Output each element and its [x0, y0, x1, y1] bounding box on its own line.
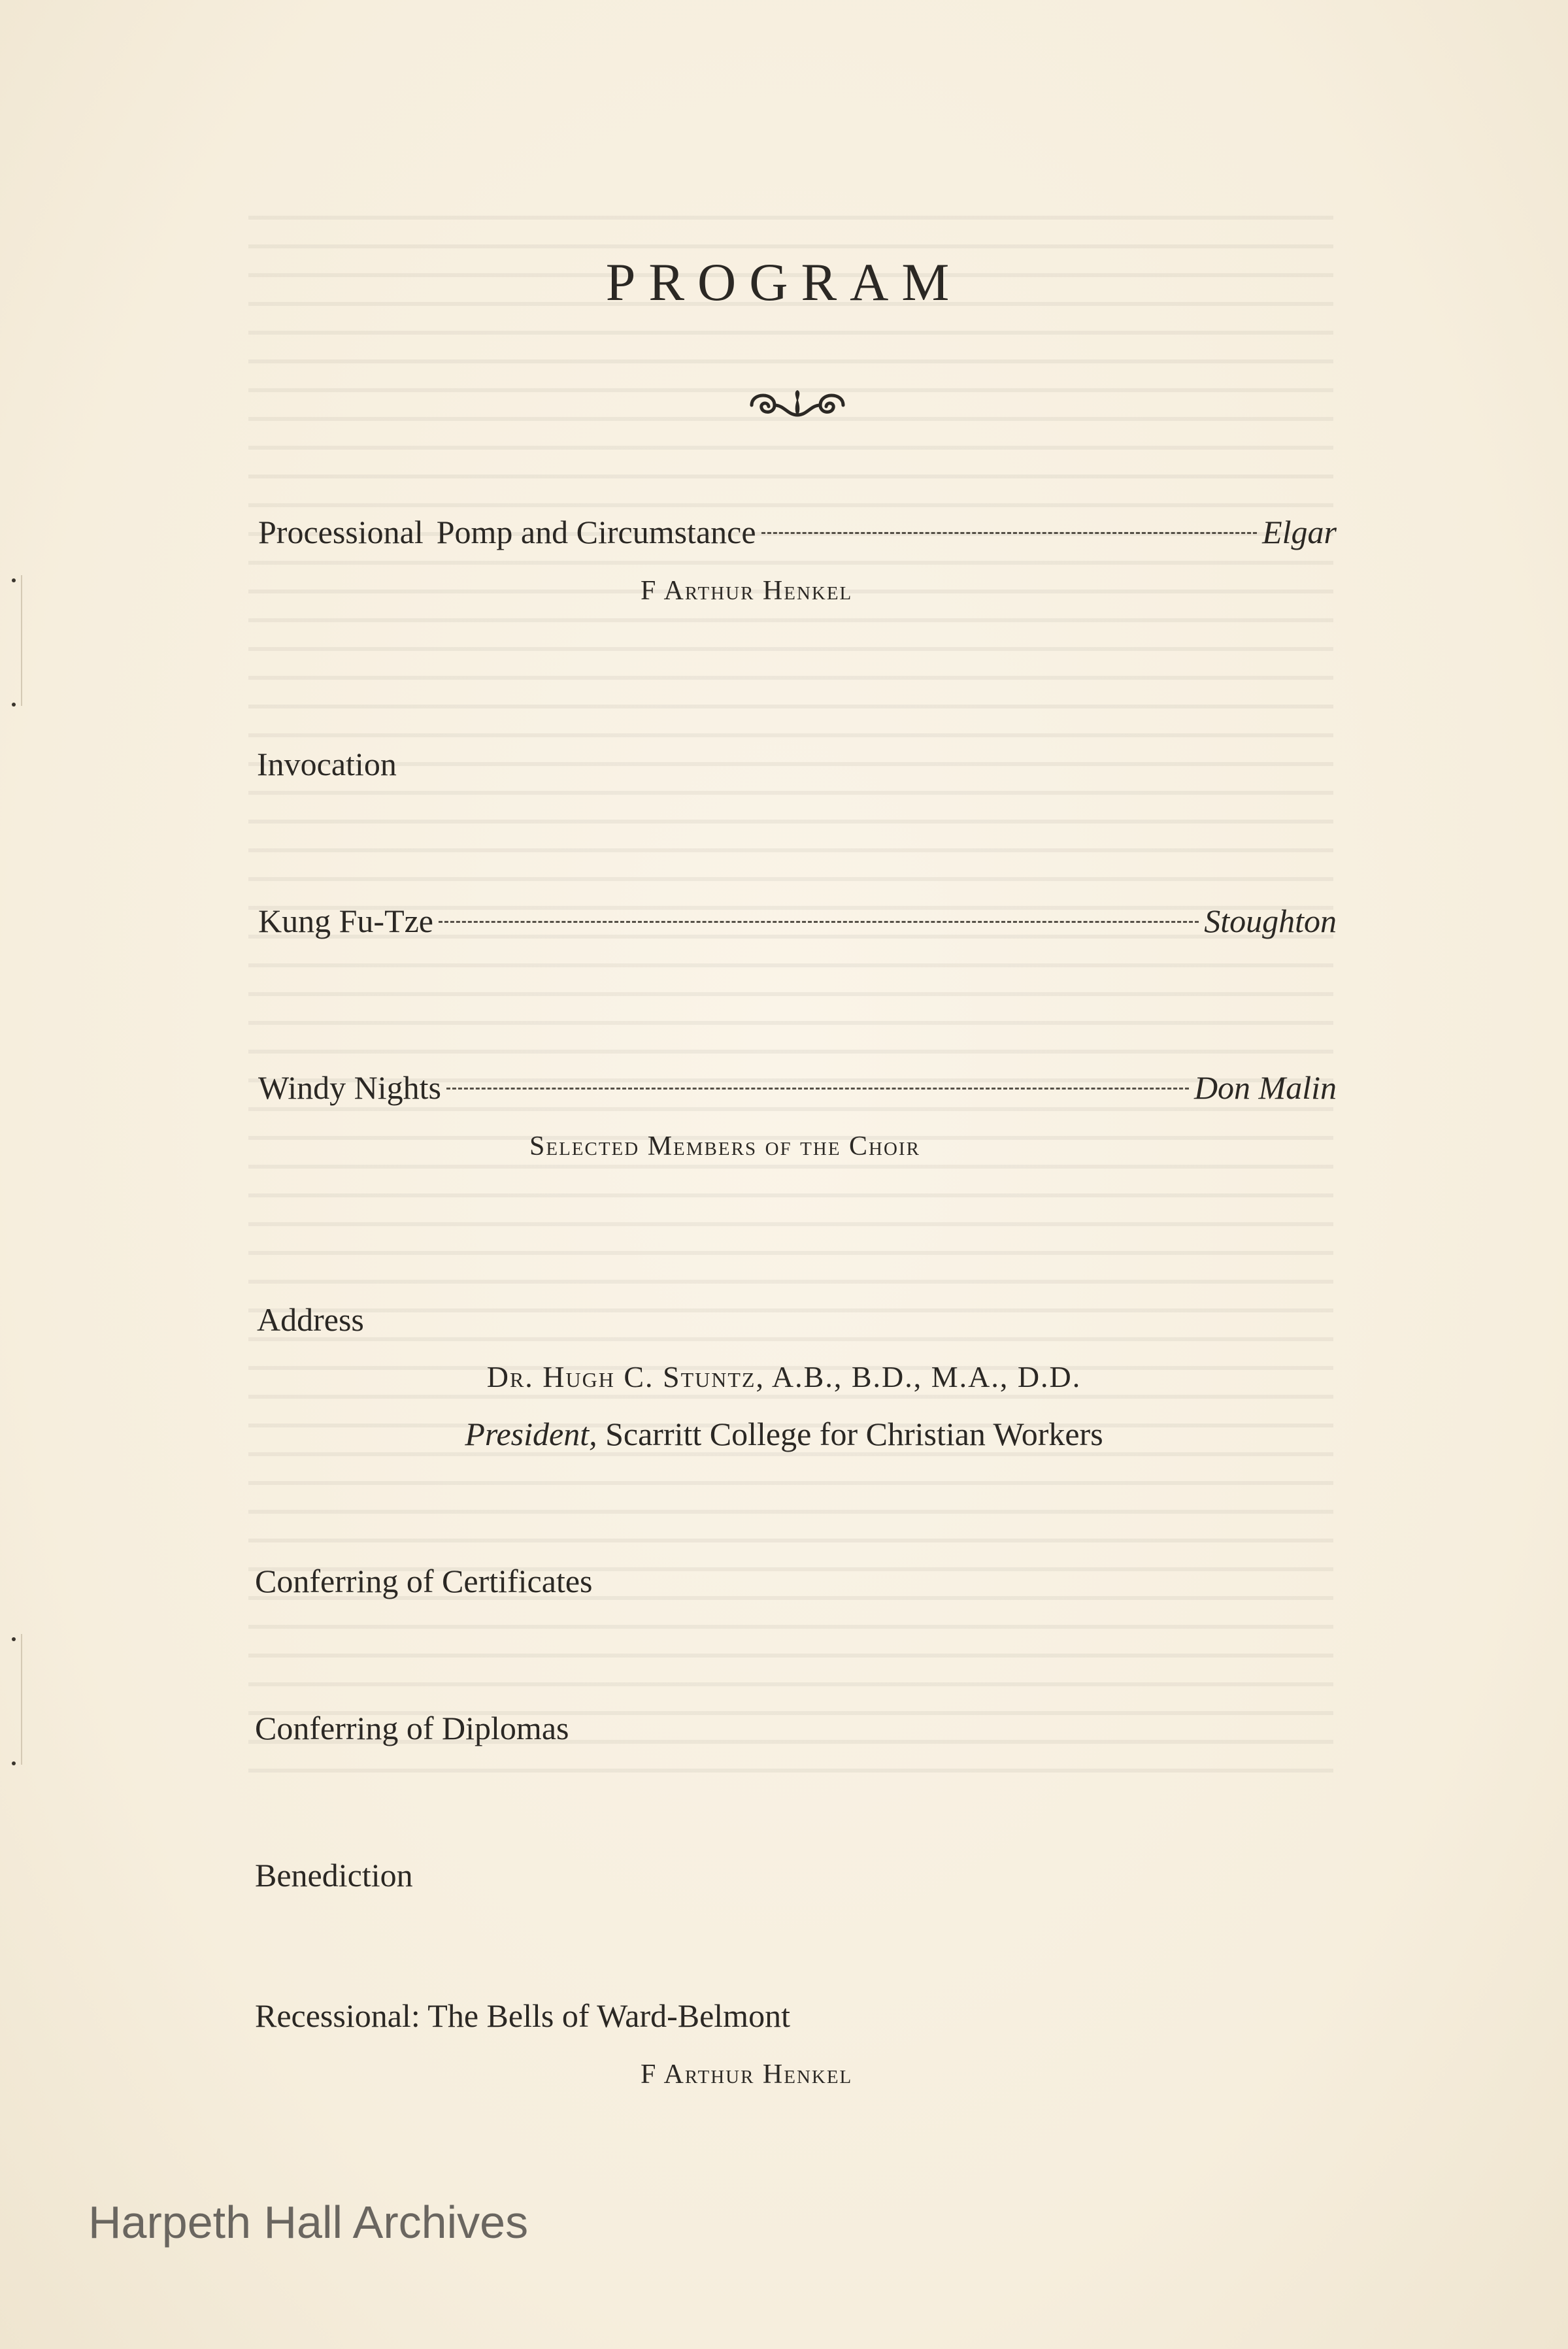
binding-hole: [12, 703, 16, 707]
address-speaker: Dr. Hugh C. Stuntz, A.B., B.D., M.A., D.D.: [486, 1360, 1082, 1393]
kung-fu-tze-piece: Kung Fu-Tze: [258, 903, 433, 939]
windy-nights-row: [258, 1069, 1337, 1107]
address-label: Address: [257, 1301, 364, 1338]
benediction-label: Benediction: [255, 1857, 413, 1893]
binding-hole: [12, 1637, 16, 1641]
bleed-through-text: [248, 196, 1333, 1797]
processional-row: [258, 513, 1337, 551]
kung-fu-tze-row: [258, 902, 1337, 940]
processional-piece: Pomp and Circumstance: [436, 514, 756, 550]
diplomas-label: Conferring of Diplomas: [255, 1710, 569, 1746]
address-speaker-institution: Scarritt College for Christian Workers: [605, 1416, 1103, 1452]
invocation-label: Invocation: [257, 746, 397, 782]
windy-nights-composer: Don Malin: [1193, 1069, 1337, 1106]
page-title: PROGRAM: [605, 252, 963, 312]
recessional-performer: F Arthur Henkel: [641, 2059, 853, 2090]
address-speaker-role: President,: [465, 1416, 597, 1452]
windy-nights-piece: Windy Nights: [258, 1069, 441, 1106]
processional-label: Processional: [258, 514, 424, 550]
processional-performer: F Arthur Henkel: [641, 576, 853, 606]
archive-watermark: Harpeth Hall Archives: [88, 2197, 529, 2248]
certificates-label: Conferring of Certificates: [255, 1563, 593, 1599]
leader-dots: [446, 1088, 1189, 1090]
leader-dots: [761, 532, 1258, 534]
binding-hole: [12, 1761, 16, 1765]
ornament-flourish-icon: [739, 379, 856, 431]
processional-composer: Elgar: [1262, 514, 1337, 550]
address-speaker-title: [0, 1415, 1568, 1453]
kung-fu-tze-composer: Stoughton: [1204, 903, 1337, 939]
recessional-label: Recessional: The Bells of Ward-Belmont: [255, 1997, 790, 2034]
binding-edge: [21, 575, 22, 706]
binding-hole: [12, 578, 16, 582]
leader-dots: [439, 921, 1199, 923]
windy-nights-performer: Selected Members of the Choir: [529, 1131, 920, 1161]
binding-edge: [21, 1634, 22, 1765]
